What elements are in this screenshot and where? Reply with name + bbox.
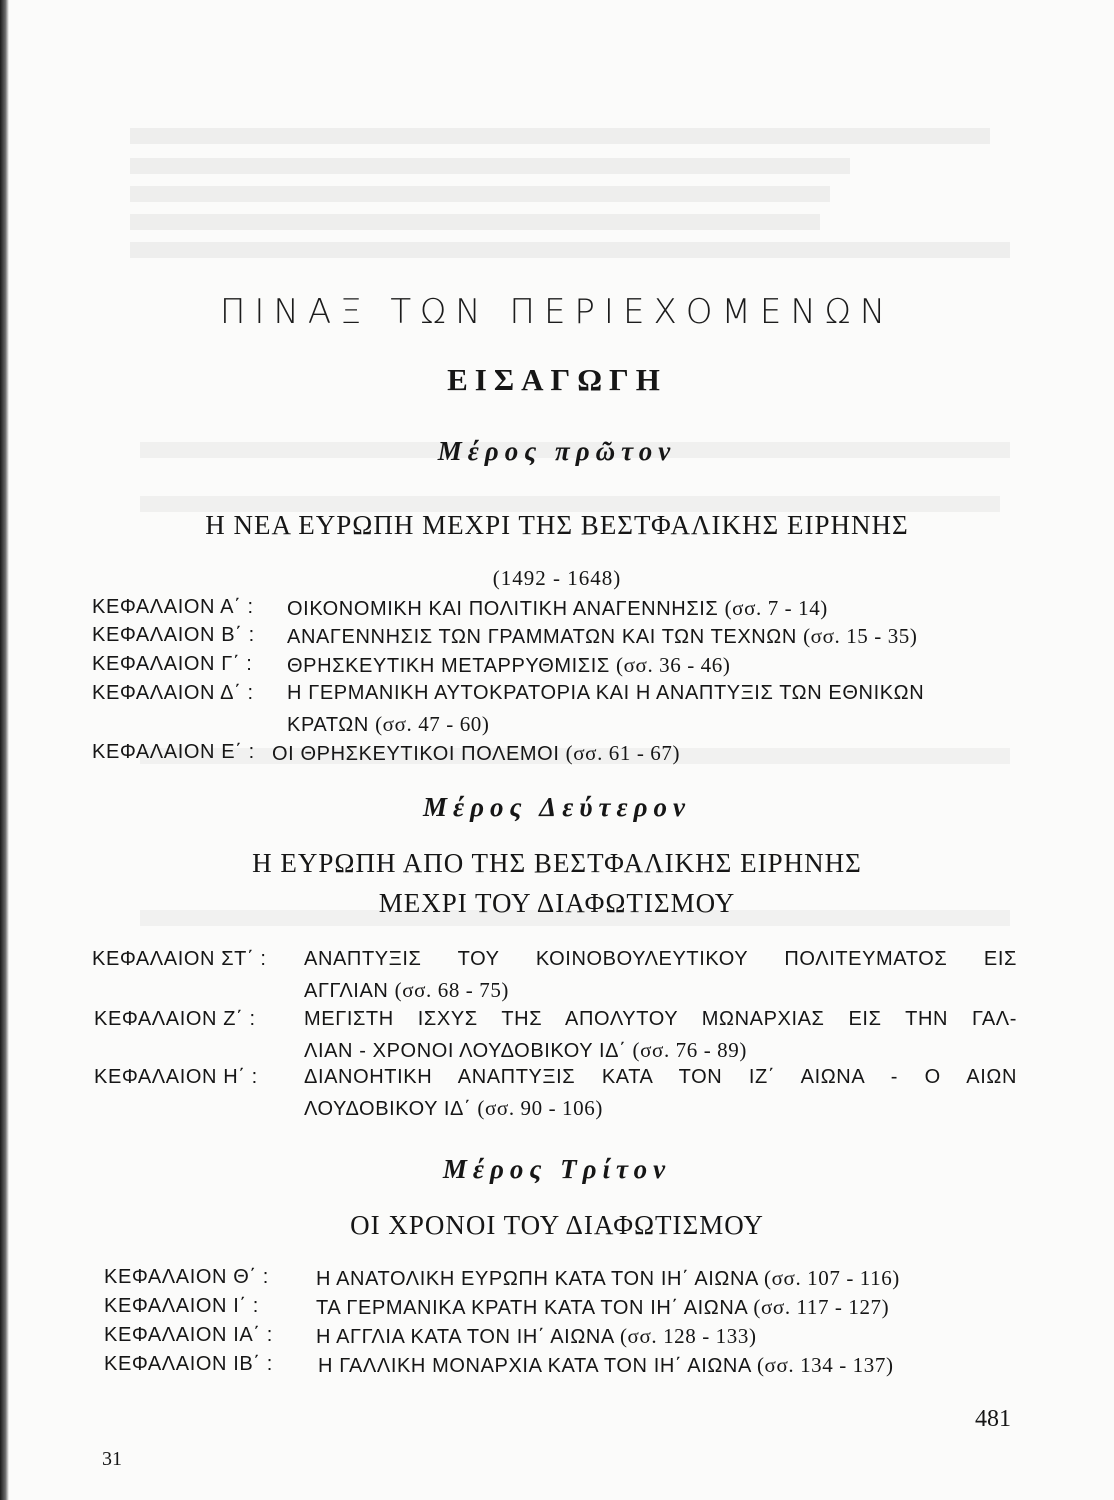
chapter-label: ΚΕΦΑΛΑΙΟΝ ΙΒ΄ : <box>104 1353 273 1375</box>
chapter-pages: (σσ. 61 - 67) <box>565 741 681 765</box>
chapter-label: ΚΕΦΑΛΑΙΟΝ Ζ΄ : <box>94 1008 256 1030</box>
chapter-title <box>318 1353 894 1378</box>
chapter-label: ΚΕΦΑΛΑΙΟΝ Δ΄ : <box>92 682 254 704</box>
chapter-title-text: ΟΙΚΟΝΟΜΙΚΗ ΚΑΙ ΠΟΛΙΤΙΚΗ ΑΝΑΓΕΝΝΗΣΙΣ <box>287 598 719 620</box>
chapter-title-text: ΤΑ ΓΕΡΜΑΝΙΚΑ ΚΡΑΤΗ ΚΑΤΑ ΤΟΝ ΙΗ΄ ΑΙΩΝΑ <box>316 1297 748 1319</box>
part-1-heading: Η ΝΕΑ ΕΥΡΩΠΗ ΜΕΧΡΙ ΤΗΣ ΒΕΣΤΦΑΛΙΚΗΣ ΕΙΡΗΝΗΣ <box>205 510 909 540</box>
page-number: 481 <box>975 1406 1011 1432</box>
chapter-title-continued <box>304 1096 603 1121</box>
part-2-name: Μέρος Δεύτερον <box>423 792 691 822</box>
chapter-pages: (σσ. 7 - 14) <box>724 596 828 620</box>
chapter-label: ΚΕΦΑΛΑΙΟΝ Ι΄ : <box>104 1295 259 1317</box>
part-3-heading: ΟΙ ΧΡΟΝΟΙ ΤΟΥ ΔΙΑΦΩΤΙΣΜΟΥ <box>350 1210 764 1240</box>
chapter-title-cont-text: ΛΙΑΝ - ΧΡΟΝΟΙ ΛΟΥΔΟΒΙΚΟΥ ΙΔ΄ <box>304 1040 627 1062</box>
chapter-title-continued <box>304 978 509 1003</box>
chapter-pages: (σσ. 107 - 116) <box>764 1266 900 1290</box>
chapter-title-cont-text: ΛΟΥΔΟΒΙΚΟΥ ΙΔ΄ <box>304 1098 472 1120</box>
chapter-title-continued <box>287 712 490 737</box>
page-edge-shadow <box>0 0 9 1500</box>
chapter-title <box>287 624 918 649</box>
chapter-title <box>316 1266 900 1291</box>
chapter-title-text: ΟΙ ΘΡΗΣΚΕΥΤΙΚΟΙ ΠΟΛΕΜΟΙ <box>272 743 560 765</box>
intro-heading: ΕΙΣΑΓΩΓΗ <box>447 362 667 397</box>
part-1-name: Μέρος πρῶτον <box>437 436 677 466</box>
chapter-title-text: Η ΑΓΓΛΙΑ ΚΑΤΑ ΤΟΝ ΙΗ΄ ΑΙΩΝΑ <box>316 1326 614 1348</box>
chapter-title-text: ΔΙΑΝΟΗΤΙΚΗ ΑΝΑΠΤΥΞΙΣ ΚΑΤΑ ΤΟΝ ΙΖ΄ ΑΙΩΝΑ - Ο ΑΙΩΝ <box>304 1066 1017 1088</box>
chapter-title-cont-text: ΚΡΑΤΩΝ <box>287 714 369 736</box>
chapter-title-text: Η ΑΝΑΤΟΛΙΚΗ ΕΥΡΩΠΗ ΚΑΤΑ ΤΟΝ ΙΗ΄ ΑΙΩΝΑ <box>316 1268 758 1290</box>
chapter-title-text: ΜΕΓΙΣΤΗ ΙΣΧΥΣ ΤΗΣ ΑΠΟΛΥΤΟΥ ΜΩΝΑΡΧΙΑΣ ΕΙΣ ΤΗΝ ΓΑΛ- <box>304 1008 1017 1030</box>
chapter-title <box>316 1295 889 1320</box>
chapter-pages: (σσ. 117 - 127) <box>753 1295 890 1319</box>
chapter-pages: (σσ. 128 - 133) <box>619 1324 757 1348</box>
chapter-title <box>287 596 828 621</box>
chapter-title-text: Η ΓΑΛΛΙΚΗ ΜΟΝΑΡΧΙΑ ΚΑΤΑ ΤΟΝ ΙΗ΄ ΑΙΩΝΑ <box>318 1355 751 1377</box>
chapter-pages: (σσ. 47 - 60) <box>375 712 490 736</box>
part-1-years: (1492 - 1648) <box>492 566 622 590</box>
part-3-name: Μέρος Τρίτον <box>442 1154 672 1184</box>
chapter-label: ΚΕΦΑΛΑΙΟΝ Ε΄ : <box>92 741 255 763</box>
chapter-pages: (σσ. 36 - 46) <box>616 653 731 677</box>
chapter-title <box>272 741 680 766</box>
chapter-title-text: ΘΡΗΣΚΕΥΤΙΚΗ ΜΕΤΑΡΡΥΘΜΙΣΙΣ <box>287 655 610 677</box>
chapter-title-continued <box>304 1038 747 1063</box>
chapter-label: ΚΕΦΑΛΑΙΟΝ ΙΑ΄ : <box>104 1324 273 1346</box>
chapter-pages: (σσ. 134 - 137) <box>756 1353 894 1377</box>
chapter-title <box>287 653 730 678</box>
chapter-title-cont-text: ΑΓΓΛΙΑΝ <box>304 980 389 1002</box>
chapter-title-text: ΑΝΑΠΤΥΞΙΣ ΤΟΥ ΚΟΙΝΟΒΟΥΛΕΥΤΙΚΟΥ ΠΟΛΙΤΕΥΜΑΤΟΣ ΕΙΣ <box>304 948 1017 970</box>
chapter-label: ΚΕΦΑΛΑΙΟΝ Γ΄ : <box>92 653 253 675</box>
chapter-pages: (σσ. 90 - 106) <box>477 1096 603 1120</box>
chapter-pages: (σσ. 15 - 35) <box>803 624 918 648</box>
folio-number: 31 <box>102 1448 122 1470</box>
part-2-heading: Η ΕΥΡΩΠΗ ΑΠΟ ΤΗΣ ΒΕΣΤΦΑΛΙΚΗΣ ΕΙΡΗΝΗΣ <box>252 848 862 878</box>
chapter-label: ΚΕΦΑΛΑΙΟΝ Θ΄ : <box>104 1266 269 1288</box>
chapter-label: ΚΕΦΑΛΑΙΟΝ Η΄ : <box>94 1066 258 1088</box>
chapter-title <box>316 1324 757 1349</box>
chapter-title-text: ΑΝΑΓΕΝΝΗΣΙΣ ΤΩΝ ΓΡΑΜΜΑΤΩΝ ΚΑΙ ΤΩΝ ΤΕΧΝΩΝ <box>287 626 797 648</box>
page-title: ΠΙΝΑΞ ΤΩΝ ΠΕΡΙΕΧΟΜΕΝΩΝ <box>219 292 895 332</box>
chapter-label: ΚΕΦΑΛΑΙΟΝ Α΄ : <box>92 596 254 618</box>
chapter-pages: (σσ. 76 - 89) <box>632 1038 747 1062</box>
chapter-label: ΚΕΦΑΛΑΙΟΝ ΣΤ΄ : <box>92 948 267 970</box>
part-2-heading-line2: ΜΕΧΡΙ ΤΟΥ ΔΙΑΦΩΤΙΣΜΟΥ <box>378 888 736 918</box>
chapter-title-text: Η ΓΕΡΜΑΝΙΚΗ ΑΥΤΟΚΡΑΤΟΡΙΑ ΚΑΙ Η ΑΝΑΠΤΥΞΙΣ ΤΩΝ ΕΘΝΙΚΩΝ <box>287 682 925 704</box>
chapter-label: ΚΕΦΑΛΑΙΟΝ Β΄ : <box>92 624 255 646</box>
chapter-pages: (σσ. 68 - 75) <box>394 978 510 1002</box>
